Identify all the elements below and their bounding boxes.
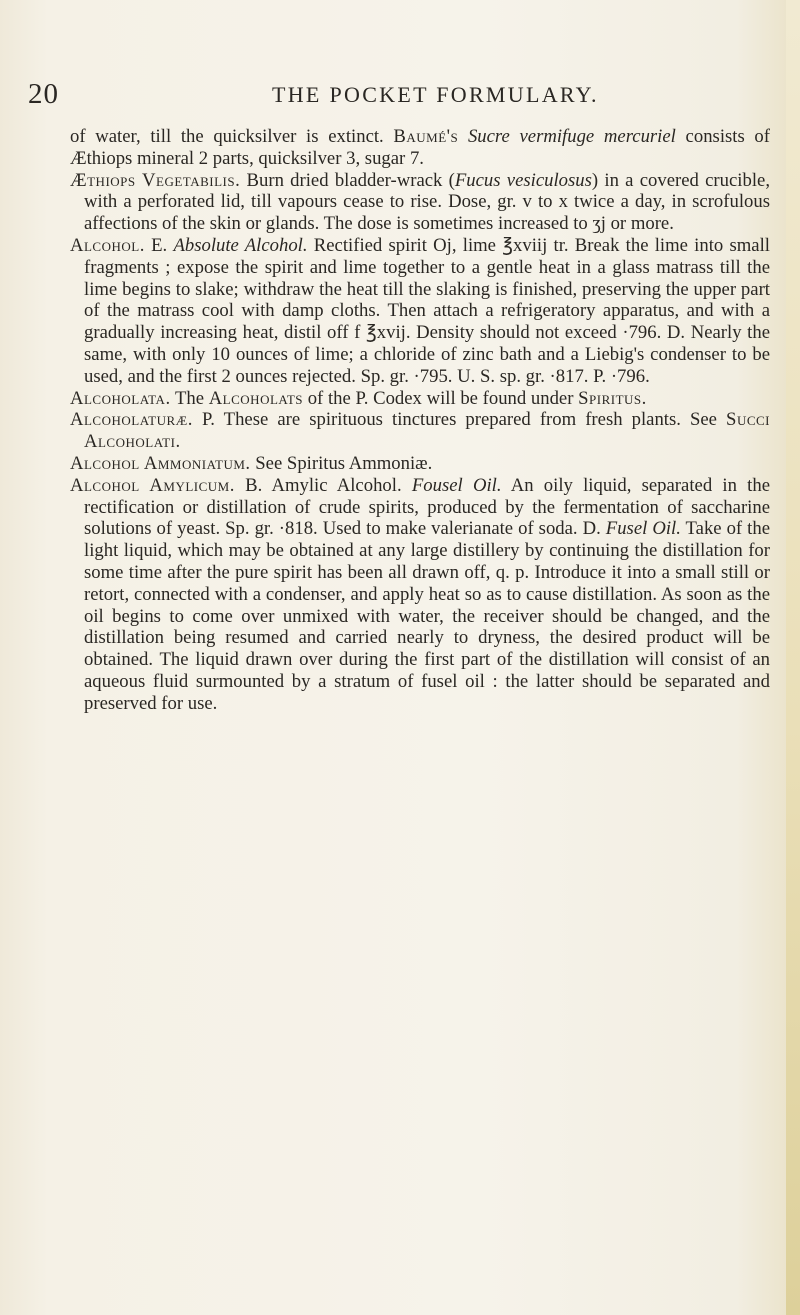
entry-reference: Alcoholats bbox=[208, 387, 304, 409]
entry-alcoholata bbox=[70, 388, 770, 410]
running-title: THE POCKET FORMULARY. bbox=[272, 82, 599, 107]
page-number: 20 bbox=[28, 78, 59, 110]
entry-text: P. These are spirituous tinctures prepared from fresh plants. See bbox=[192, 409, 727, 431]
entry-text: consists of Æthiops mineral 2 parts, quicksilver 3, sugar 7. bbox=[70, 126, 770, 169]
entry-text: of water, till the quicksilver is extinct. bbox=[70, 126, 394, 147]
entry-headword: Æthiops Vegetabilis. bbox=[70, 169, 241, 191]
body-text bbox=[70, 126, 770, 715]
entry-alcohol-ammoniatum bbox=[70, 453, 770, 475]
page-header bbox=[28, 78, 788, 112]
entry-headword: Alcohol Amylicum. bbox=[70, 474, 235, 496]
entry-reference: Baumé's bbox=[393, 126, 459, 147]
entry-headword: Alcohol Ammoniatum. bbox=[70, 452, 251, 474]
entry-text: See Spiritus Ammoniæ. bbox=[250, 452, 433, 474]
entry-italic: Fucus vesiculosus bbox=[454, 169, 592, 191]
entry-text: The bbox=[170, 387, 209, 409]
entry-headword: Alcoholata. bbox=[70, 387, 171, 409]
entry-text: . bbox=[175, 431, 181, 453]
entry-alcohol bbox=[70, 235, 770, 388]
entry-headword: Alcohol. bbox=[70, 234, 145, 256]
entry-reference: Spiritus bbox=[578, 387, 642, 409]
entry-italic: Fousel Oil. bbox=[411, 474, 502, 496]
page-edge bbox=[786, 0, 800, 1315]
entry-text: Burn dried bladder-wrack ( bbox=[240, 169, 455, 191]
entry-italic: Absolute Alcohol. bbox=[173, 234, 308, 256]
entry-alcohol-amylicum bbox=[70, 475, 770, 715]
entry-text: An oily liquid, separated in the rectification or distillation of crude spirits, produced by the fermentation of saccharine solutions of yeast. Sp. gr. ·818. Used to make valerianate of soda. D. bbox=[84, 474, 770, 540]
entry-aethiops-vegetabilis bbox=[70, 170, 770, 235]
entry-text: B. Amylic Alcohol. bbox=[234, 474, 412, 496]
entry-text: of the P. Codex will be found under bbox=[303, 387, 579, 409]
entry-italic: Fusel Oil. bbox=[605, 518, 681, 540]
entry-text bbox=[458, 126, 468, 147]
entry-headword: Alcoholaturæ. bbox=[70, 409, 193, 431]
entry-text: Take of the light liquid, which may be obtained at any large distillery by continuing the distillation for some time after the pure spirit has been all drawn off, q. p. Introduce it into a small still or retort, connected with a condenser, and apply heat so as to cause distillation. As soon as the oil begins to come over unmixed with water, the receiver should be changed, and the distillation being resumed and carried nearly to dryness, the desired product will be obtained. The liquid drawn over during the first part of the distillation will consist of an aqueous fluid surmounted by a stratum of fusel oil : the latter should be separated and preserved for use. bbox=[84, 518, 770, 714]
entry-text: . bbox=[641, 387, 647, 409]
entry-continuation bbox=[70, 126, 770, 170]
entry-italic: Sucre vermifuge mercuriel bbox=[467, 126, 676, 147]
entry-text: ) in a covered crucible, with a perforated lid, till vapours cease to rise. Dose, gr. v to x twice a day, in scrofulous affections of the skin or glands. The dose is sometimes increased to ʒj or more. bbox=[84, 169, 770, 235]
entry-alcoholaturae bbox=[70, 409, 770, 453]
entry-text: E. bbox=[144, 234, 174, 256]
entry-reference: Succi Alcoholati bbox=[84, 409, 770, 453]
entry-text: Rectified spirit Oj, lime ℥xviij tr. Break the lime into small fragments ; expose the spirit and lime together to a gentle heat in a glass matrass till the lime begins to slake; withdraw the heat till the slaking is finished, preserving the upper part of the matrass cool with damp cloths. Then attach a refrigeratory apparatus, and with a gradually increasing heat, distil off f ℥xvij. Density should not exceed ·796. D. Nearly the same, with only 10 ounces of lime; a chloride of zinc bath and a Liebig's condenser to be used, and the first 2 ounces rejected. Sp. gr. ·795. U. S. sp. gr. ·817. P. ·796. bbox=[84, 234, 770, 387]
